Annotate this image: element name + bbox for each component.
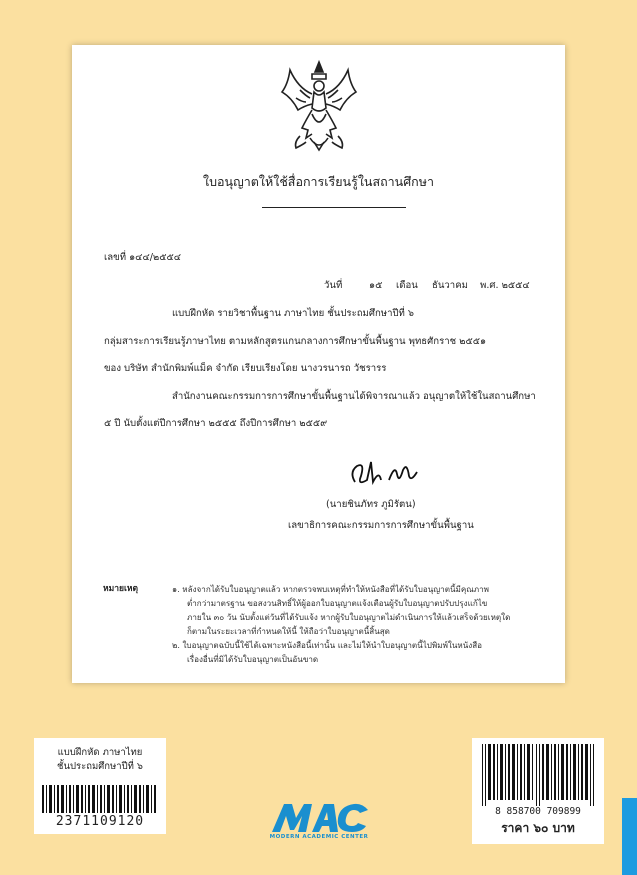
note-line: ต่ำกว่ามาตรฐาน ขอสงวนสิทธิ์ให้ผู้ออกใบอนุญาตแจ้งเตือนผู้รับใบอนุญาตปรับปรุงแก้ไข [187, 598, 488, 608]
price-text: ราคา ๖๐ บาท [501, 821, 575, 835]
body-line: ๕ ปี นับตั้งแต่ปีการศึกษา ๒๕๕๕ ถึงปีการศึกษา ๒๕๕๙ [104, 418, 328, 429]
note-label: หมายเหตุ [103, 584, 138, 594]
date-month: ธันวาคม [432, 280, 468, 291]
garuda-emblem-icon [276, 58, 362, 154]
date-year: พ.ศ. ๒๕๕๔ [480, 280, 530, 291]
side-color-tab [622, 798, 637, 875]
body-line: สำนักงานคณะกรรมการการศึกษาขั้นพื้นฐานได้พิจารณาแล้ว อนุญาตให้ใช้ในสถานศึกษา [172, 391, 536, 402]
mac-logo-icon [270, 800, 370, 834]
note-line: ภายใน ๓๐ วัน นับตั้งแต่วันที่ได้รับแจ้ง หากผู้รับใบอนุญาตไม่ดำเนินการให้แล้วเสร็จด้วยเหตุใด [187, 612, 511, 622]
document-title: ใบอนุญาตให้ใช้สื่อการเรียนรู้ในสถานศึกษา [203, 174, 434, 189]
date-day-label: วันที่ [324, 280, 343, 291]
signature-icon [345, 458, 425, 490]
date-day: ๑๕ [369, 280, 383, 291]
body-line: กลุ่มสาระการเรียนรู้ภาษาไทย ตามหลักสูตรแกนกลางการศึกษาขั้นพื้นฐาน พุทธศักราช ๒๕๕๑ [104, 336, 487, 347]
signatory-title: เลขาธิการคณะกรรมการการศึกษาขั้นพื้นฐาน [288, 520, 474, 531]
date-month-label: เดือน [396, 280, 418, 291]
note-line: เรื่องอื่นที่มิได้รับใบอนุญาตเป็นอันขาด [187, 654, 319, 664]
note-line: ๑. หลังจากได้รับใบอนุญาตแล้ว หากตรวจพบเหตุที่ทำให้หนังสือที่ได้รับใบอนุญาตนี้มีคุณภาพ [172, 584, 489, 594]
book-label-grade: ชั้นประถมศึกษาปีที่ ๖ [57, 761, 143, 772]
permit-number: เลขที่ ๑๔๔/๒๕๕๔ [104, 252, 182, 263]
isbn-barcode-icon [478, 744, 598, 806]
logo-caption: MODERN ACADEMIC CENTER [269, 834, 369, 840]
barcode-icon [42, 785, 158, 813]
note-line: ๒. ใบอนุญาตฉบับนี้ใช้ได้เฉพาะหนังสือนี้เท่านั้น และไม่ให้นำใบอนุญาตนี้ไปพิมพ์ในหนังสือ [172, 640, 483, 650]
isbn-number: 8 858700 709899 [495, 806, 581, 817]
title-underline [262, 207, 406, 208]
price-label [472, 738, 604, 844]
note-line: ก็ตามในระยะเวลาที่กำหนดให้นี้ ให้ถือว่าใบอนุญาตนี้สิ้นสุด [187, 626, 390, 636]
book-label [34, 738, 166, 834]
book-code: 2371109120 [55, 814, 145, 829]
signatory-name: (นายชินภัทร ภูมิรัตน) [326, 499, 416, 510]
body-line: ของ บริษัท สำนักพิมพ์แม็ค จำกัด เรียบเรียงโดย นางวรนารถ วัชรารร [104, 363, 387, 374]
body-line: แบบฝึกหัด รายวิชาพื้นฐาน ภาษาไทย ชั้นประถมศึกษาปีที่ ๖ [172, 308, 415, 319]
book-label-title: แบบฝึกหัด ภาษาไทย [57, 747, 143, 758]
